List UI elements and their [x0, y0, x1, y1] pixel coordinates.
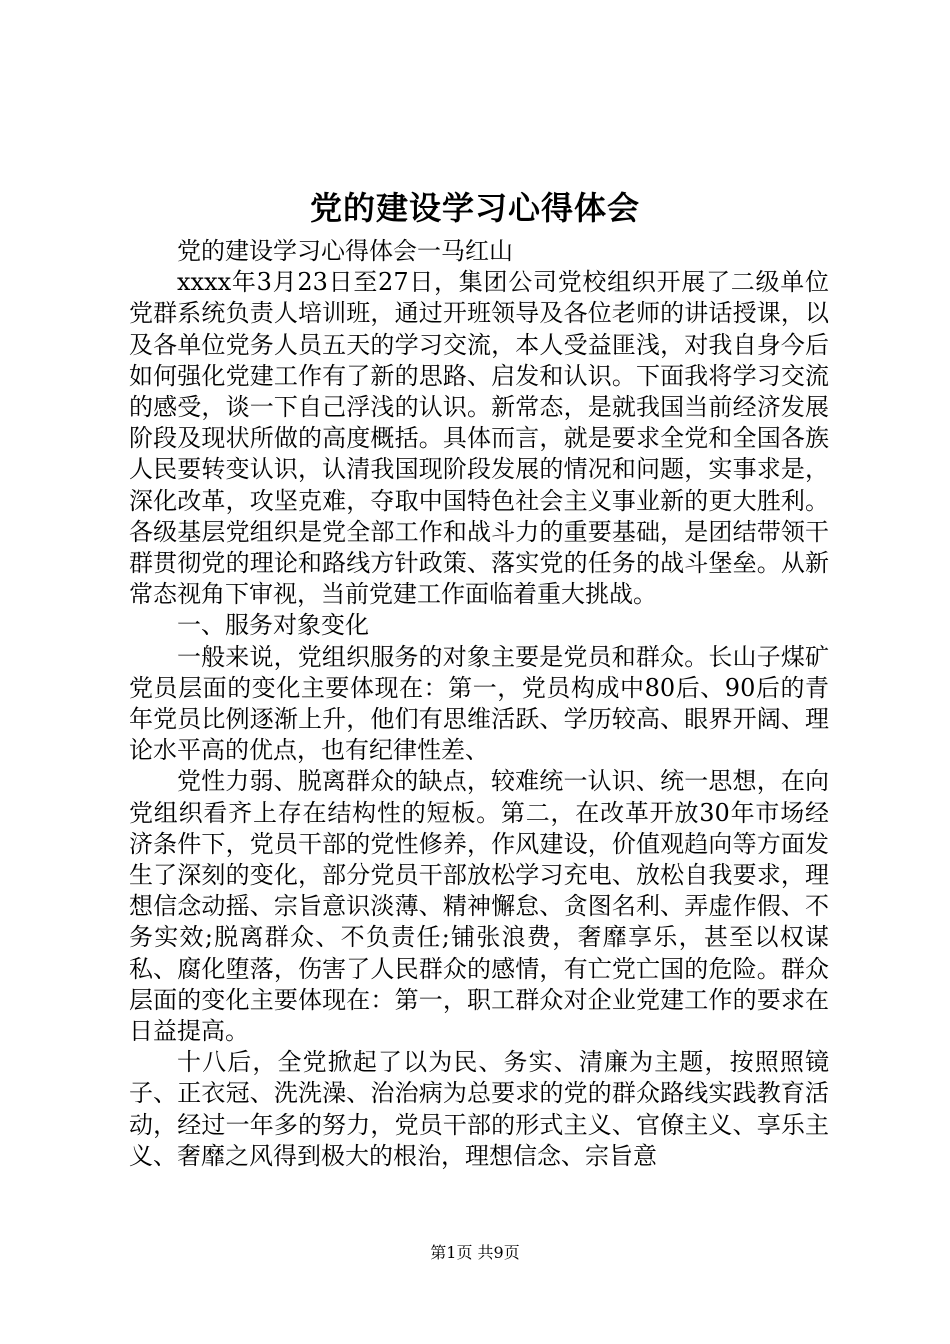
section-heading-service-targets: 一、服务对象变化 [177, 611, 369, 640]
paragraph-author-line: 党的建设学习心得体会一马红山 [177, 237, 513, 265]
page-number-footer: 第1页 共9页 [430, 1243, 520, 1262]
document-body [129, 236, 829, 1172]
paragraph-eighteenth-congress: 十八后，全党掀起了以为民、务实、清廉为主题，按照照镜子、正衣冠、洗洗澡、治治病为总要求的党的群众路线实践教育活动，经过一年多的努力，党员干部的形式主义、官僚主义、享乐主义、奢靡之风得到极大的根治，理想信念、宗旨意 [129, 1048, 829, 1170]
paragraph-intro: xxxx年3月23日至27日，集团公司党校组织开展了二级单位党群系统负责人培训班，通过开班领导及各位老师的讲话授课，以及各单位党务人员五天的学习交流，本人受益匪浅，对我自身今后如何强化党建工作有了新的思路、启发和认识。下面我将学习交流的感受，谈一下自己浮浅的认识。新常态，是就我国当前经济发展阶段及现状所做的高度概括。具体而言，就是要求全党和全国各族人民要转变认识，认清我国现阶段发展的情况和问题，实事求是，深化改革，攻坚克难，夺取中国特色社会主义事业新的更大胜利。各级基层党组织是党全部工作和战斗力的重要基础，是团结带领干群贯彻党的理论和路线方针政策、落实党的任务的战斗堡垒。从新常态视角下审视，当前党建工作面临着重大挑战。 [129, 268, 829, 609]
paragraph-party-members: 一般来说，党组织服务的对象主要是党员和群众。长山子煤矿党员层面的变化主要体现在：第一，党员构成中80后、90后的青年党员比例逐渐上升，他们有思维活跃、学历较高、眼界开阔、理论水平高的优点，也有纪律性差、 [129, 642, 829, 765]
document-title: 党的建设学习心得体会 [309, 189, 640, 227]
paragraph-party-spirit: 党性力弱、脱离群众的缺点，较难统一认识、统一思想，在向党组织看齐上存在结构性的短板。第二，在改革开放30年市场经济条件下，党员干部的党性修养，作风建设，价值观趋向等方面发生了深刻的变化，部分党员干部放松学习充电、放松自我要求，理想信念动摇、宗旨意识淡薄、精神懈怠、贪图名利、弄虚作假、不务实效;脱离群众、不负责任;铺张浪费，奢靡享乐，甚至以权谋私、腐化堕落，伤害了人民群众的感情，有亡党亡国的危险。群众层面的变化主要体现在：第一，职工群众对企业党建工作的要求在日益提高。 [129, 767, 829, 1046]
